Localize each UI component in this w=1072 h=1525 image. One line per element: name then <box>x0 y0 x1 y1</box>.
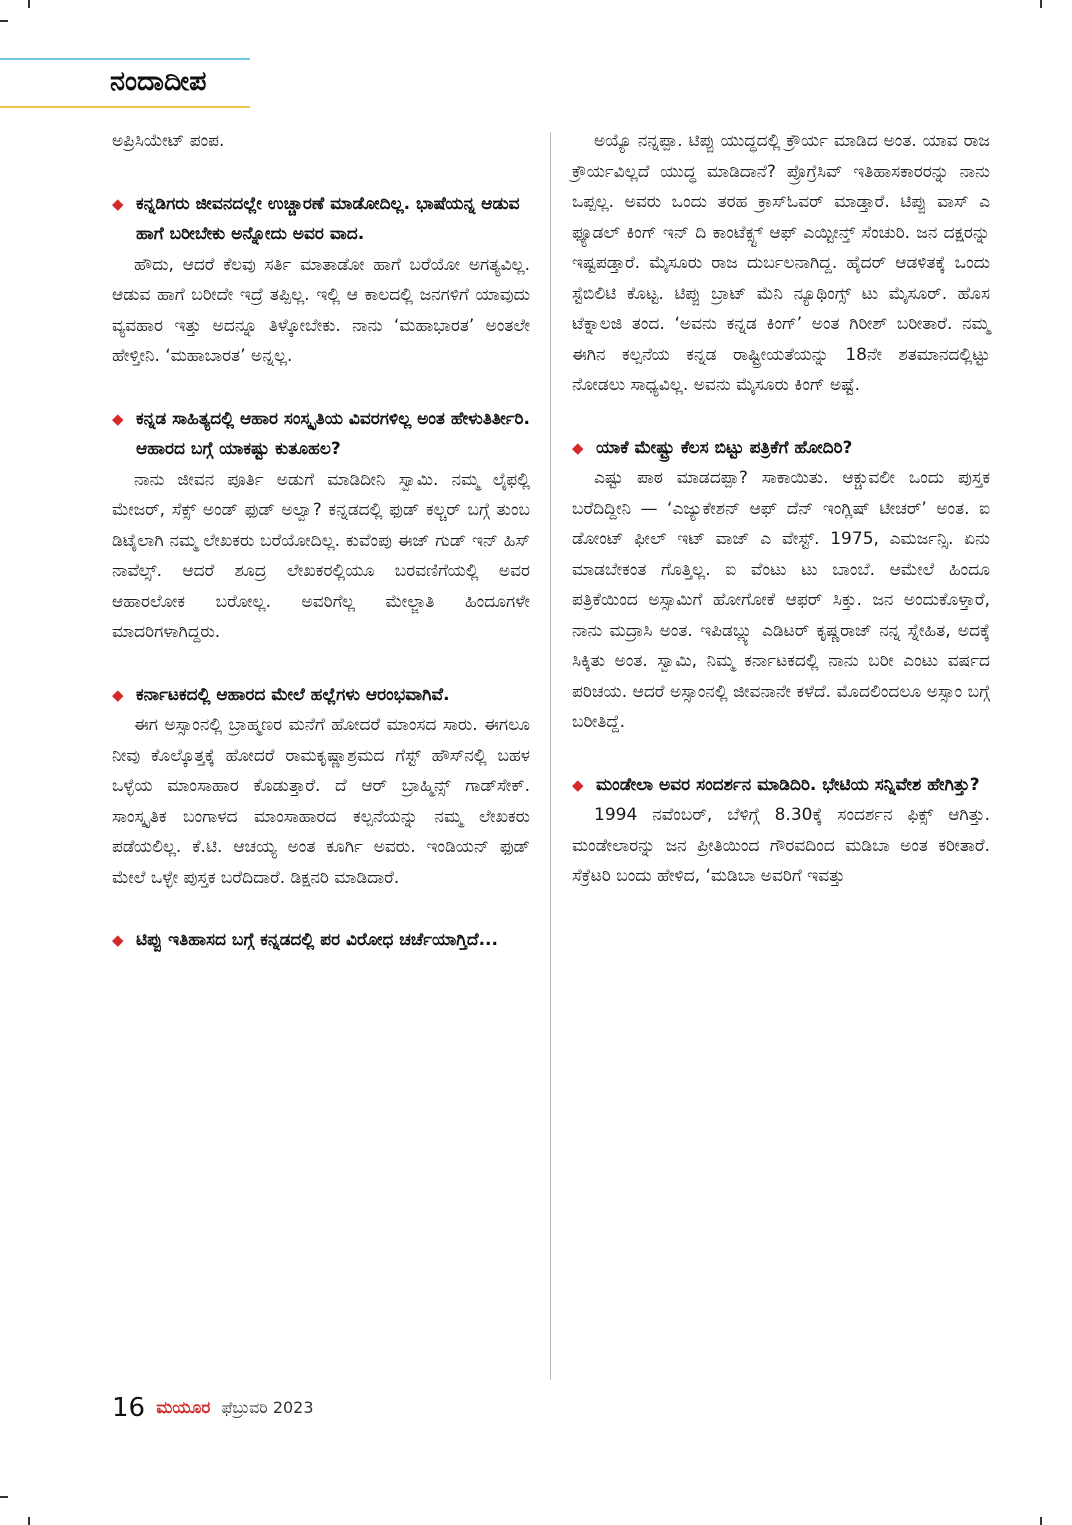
interview-question <box>112 680 530 711</box>
answer-paragraph: ಹೌದು, ಆದರೆ ಕೆಲವು ಸರ್ತಿ ಮಾತಾಡೋ ಹಾಗೆ ಬರೆಯೋ ಅಗತ್ಯವಿಲ್ಲ. ಆಡುವ ಹಾಗೆ ಬರೀದೇ ಇದ್ರೆ ತಪ್ಪಿಲ್ಲ. ಇಲ್ಲಿ ಆ ಕಾಲದಲ್ಲಿ ಜನಗಳಿಗೆ ಯಾವುದು ವ್ಯವಹಾರ ಇತ್ತು ಅದನ್ನೂ ತಿಳ್ಕೋಬೇಕು. ನಾನು ‘ಮಹಾಭಾರತ’ ಅಂತಲೇ ಹೇಳ್ತೀನಿ. ‘ಮಹಾಬಾರತ’ ಅನ್ನಲ್ಲ. <box>112 254 530 366</box>
interview-question <box>572 770 990 801</box>
answer-paragraph: ಅಯ್ಯೊ ನನ್ನಪ್ಪಾ. ಟಿಪ್ಪು ಯುದ್ಧದಲ್ಲಿ ಕ್ರೌರ್ಯ ಮಾಡಿದ ಅಂತ. ಯಾವ ರಾಜ ಕ್ರೌರ್ಯವಿಲ್ಲದೆ ಯುದ್ಧ ಮಾಡಿದಾನೆ? ಪ್ರೊಗ್ರೆಸಿವ್ ಇತಿಹಾಸಕಾರರನ್ನು ನಾನು ಒಪ್ಪಲ್ಲ. ಅವರು ಒಂದು ತರಹ ಕ್ರಾಸ್‌ಓವರ್ ಮಾಡ್ತಾರೆ. ಟಿಪ್ಪು ವಾಸ್ ಎ ಫ್ಯೂಡಲ್ ಕಿಂಗ್ ಇನ್ ದಿ ಕಾಂಟೆಕ್ಸ್ಟ್ ಆಫ್ ಎಯ್ಟೀನ್ತ್ ಸೆಂಚುರಿ. ಜನ ದಕ್ಷರನ್ನು ಇಷ್ಟಪಡ್ತಾರೆ. ಮೈಸೂರು ರಾಜ ದುರ್ಬಲನಾಗಿದ್ದ. ಹೈದರ್ ಆಡಳಿತಕ್ಕೆ ಒಂದು ಸ್ಟೆಬಿಲಿಟಿ ಕೊಟ್ಟ. ಟಿಪ್ಪು ಬ್ರಾಟ್ ಮೆನಿ ನ್ಯೂಥಿಂಗ್ಸ್ ಟು ಮೈಸೂರ್. ಹೊಸ ಟೆಕ್ನಾಲಜಿ ತಂದ. ‘ಅವನು ಕನ್ನಡ ಕಿಂಗ್’ ಅಂತ ಗಿರೀಶ್ ಬರೀತಾರೆ. ನಮ್ಮ ಈಗಿನ ಕಲ್ಪನೆಯ ಕನ್ನಡ ರಾಷ್ಟ್ರೀಯತೆಯನ್ನು 18ನೇ ಶತಮಾನದಲ್ಲಿಟ್ಟು ನೋಡಲು ಸಾಧ್ಯವಿಲ್ಲ. ಅವನು ಮೈಸೂರು ಕಿಂಗ್ ಅಷ್ಟೆ. <box>572 131 990 395</box>
crop-mark <box>28 1517 30 1525</box>
diamond-bullet-icon: ◆ <box>572 775 584 794</box>
interview-question <box>112 189 530 250</box>
question-text: ಯಾಕೆ ಮೇಷ್ಟ್ರು ಕೆಲಸ ಬಿಟ್ಟು ಪತ್ರಿಕೆಗೆ ಹೋದಿರಿ? <box>596 437 853 458</box>
diamond-bullet-icon: ◆ <box>112 409 124 428</box>
interview-question <box>112 404 530 465</box>
crop-mark <box>0 1496 8 1498</box>
page-number: 16 <box>112 1393 146 1423</box>
question-text: ಮಂಡೇಲಾ ಅವರ ಸಂದರ್ಶನ ಮಾಡಿದಿರಿ. ಭೇಟಿಯ ಸನ್ನಿವೇಶ ಹೇಗಿತ್ತು? <box>596 774 980 795</box>
header-rule-bottom <box>0 106 250 108</box>
issue-date: ಫೆಬ್ರುವರಿ 2023 <box>221 1398 314 1417</box>
diamond-bullet-icon: ◆ <box>112 931 124 949</box>
section-title: ನಂದಾದೀಪ <box>110 66 207 97</box>
interview-question <box>112 925 530 956</box>
answer-paragraph: ನಾನು ಜೀವನ ಪೂರ್ತಿ ಅಡುಗೆ ಮಾಡಿದೀನಿ ಸ್ವಾಮಿ. ನಮ್ಮ ಲೈಫಲ್ಲಿ ಮೇಜರ್, ಸೆಕ್ಸ್ ಅಂಡ್ ಫುಡ್ ಅಲ್ವಾ? ಕನ್ನಡದಲ್ಲಿ ಫುಡ್ ಕಲ್ಚರ್ ಬಗ್ಗೆ ತುಂಬ ಡಿಟೈಲಾಗಿ ನಮ್ಮ ಲೇಖಕರು ಬರೆಯೋದಿಲ್ಲ. ಕುವೆಂಪು ಈಜ್ ಗುಡ್ ಇನ್ ಹಿಸ್ ನಾವೆಲ್ಸ್. ಆದರೆ ಶೂದ್ರ ಲೇಖಕರಲ್ಲಿಯೂ ಬರವಣಿಗೆಯಲ್ಲಿ ಅವರ ಆಹಾರಲೋಕ ಬರೋಲ್ಲ. ಅವರಿಗೆಲ್ಲ ಮೇಲ್ಜಾತಿ ಹಿಂದೂಗಳೇ ಮಾದರಿಗಳಾಗಿದ್ದರು. <box>112 469 530 642</box>
left-column <box>112 126 530 956</box>
magazine-name: ಮಯೂರ <box>156 1398 211 1418</box>
page-footer <box>112 1393 314 1423</box>
question-text: ಕರ್ನಾಟಕದಲ್ಲಿ ಆಹಾರದ ಮೇಲೆ ಹಲ್ಲೆಗಳು ಆರಂಭವಾಗಿವೆ. <box>136 684 450 705</box>
diamond-bullet-icon: ◆ <box>572 438 584 457</box>
answer-paragraph: ಅಪ್ರಿಸಿಯೇಟ್ ಪಂಪ. <box>112 131 225 151</box>
diamond-bullet-icon: ◆ <box>112 194 124 213</box>
question-text: ಟಿಪ್ಪು ಇತಿಹಾಸದ ಬಗ್ಗೆ ಕನ್ನಡದಲ್ಲಿ ಪರ ವಿರೋಧ ಚರ್ಚೆಯಾಗ್ತಿದೆ... <box>136 930 498 950</box>
right-column <box>572 126 990 892</box>
section-header <box>0 58 250 110</box>
interview-question <box>572 433 990 464</box>
answer-paragraph: ಈಗ ಅಸ್ಸಾಂನಲ್ಲಿ ಬ್ರಾಹ್ಮಣರ ಮನೆಗೆ ಹೋದರೆ ಮಾಂಸದ ಸಾರು. ಈಗಲೂ ನೀವು ಕೊಲ್ಕೊತ್ತಕ್ಕೆ ಹೋದರೆ ರಾಮಕೃಷ್ಣಾಶ್ರಮದ ಗೆಸ್ಟ್ ಹೌಸ್‌ನಲ್ಲಿ ಬಹಳ ಒಳ್ಳೆಯ ಮಾಂಸಾಹಾರ ಕೊಡುತ್ತಾರೆ. ದೆ ಆರ್ ಬ್ರಾಹ್ಮಿನ್ಸ್ ಗಾಡ್‌ಸೇಕ್. ಸಾಂಸ್ಕೃತಿಕ ಬಂಗಾಳದ ಮಾಂಸಾಹಾರದ ಕಲ್ಪನೆಯನ್ನು ನಮ್ಮ ಲೇಖಕರು ಪಡೆಯಲಿಲ್ಲ. ಕೆ.ಟಿ. ಆಚಯ್ಯ ಅಂತ ಕೂರ್ಗಿ ಅವರು. ಇಂಡಿಯನ್ ಫುಡ್ ಮೇಲೆ ಒಳ್ಳೇ ಪುಸ್ತಕ ಬರೆದಿದಾರೆ. ಡಿಕ್ಷನರಿ ಮಾಡಿದಾರೆ. <box>112 715 530 888</box>
column-divider <box>550 132 551 1380</box>
question-text: ಕನ್ನಡಿಗರು ಜೀವನದಲ್ಲೇ ಉಚ್ಚಾರಣೆ ಮಾಡೋದಿಲ್ಲ. ಭಾಷೆಯನ್ನ ಆಡುವ ಹಾಗೆ ಬರೀಬೇಕು ಅನ್ನೋದು ಅವರ ವಾದ. <box>136 193 520 244</box>
answer-paragraph: 1994 ನವೆಂಬರ್, ಬೆಳಿಗ್ಗೆ 8.30ಕ್ಕೆ ಸಂದರ್ಶನ ಫಿಕ್ಸ್ ಆಗಿತ್ತು. ಮಂಡೇಲಾರನ್ನು ಜನ ಪ್ರೀತಿಯಿಂದ ಗೌರವದಿಂದ ಮಡಿಬಾ ಅಂತ ಕರೀತಾರೆ. ಸೆಕ್ರೆಟರಿ ಬಂದು ಹೇಳಿದ, ‘ಮಡಿಬಾ ಅವರಿಗೆ ಇವತ್ತು <box>572 805 990 886</box>
diamond-bullet-icon: ◆ <box>112 685 124 704</box>
crop-mark <box>28 0 30 8</box>
header-rule-top <box>0 58 250 60</box>
answer-paragraph: ಎಷ್ಟು ಪಾಠ ಮಾಡದಪ್ಪಾ? ಸಾಕಾಯಿತು. ಆಕ್ಚುವಲೀ ಒಂದು ಪುಸ್ತಕ ಬರೆದಿದ್ದೀನಿ — ‘ಎಜ್ಯುಕೇಶನ್ ಆಫ್ ದೆನ್ ಇಂಗ್ಲಿಷ್ ಟೀಚರ್’ ಅಂತ. ಐ ಡೋಂಟ್ ಫೀಲ್ ಇಟ್ ವಾಜ್ ಎ ವೇಸ್ಟ್. 1975, ಎಮರ್ಜನ್ಸಿ. ಏನು ಮಾಡಬೇಕಂತ ಗೊತ್ತಿಲ್ಲ. ಐ ವೆಂಟು ಟು ಬಾಂಬೆ. ಆಮೇಲೆ ಹಿಂದೂ ಪತ್ರಿಕೆಯಿಂದ ಅಸ್ಸಾಮಿಗೆ ಹೋಗೋಕೆ ಆಫರ್ ಸಿಕ್ತು. ಜನ ಅಂದುಕೊಳ್ತಾರೆ, ನಾನು ಮದ್ರಾಸಿ ಅಂತ. ಇಪಿಡಬ್ಲ್ಯು ಎಡಿಟರ್ ಕೃಷ್ಣರಾಜ್ ನನ್ನ ಸ್ನೇಹಿತ, ಅದಕ್ಕೆ ಸಿಕ್ಕಿತು ಅಂತ. ಸ್ವಾಮಿ, ನಿಮ್ಮ ಕರ್ನಾಟಕದಲ್ಲಿ ನಾನು ಬರೀ ಎಂಟು ವರ್ಷದ ಪರಿಚಯ. ಆದರೆ ಅಸ್ಸಾಂನಲ್ಲಿ ಜೀವನಾನೇ ಕಳೆದೆ. ಮೊದಲಿಂದಲೂ ಅಸ್ಸಾಂ ಬಗ್ಗೆ ಬರೀತಿದ್ದೆ. <box>572 468 990 732</box>
crop-mark <box>1040 1517 1042 1525</box>
crop-mark <box>0 20 8 22</box>
question-text: ಕನ್ನಡ ಸಾಹಿತ್ಯದಲ್ಲಿ ಆಹಾರ ಸಂಸ್ಕೃತಿಯ ವಿವರಗಳಿಲ್ಲ ಅಂತ ಹೇಳುತಿರ್ತೀರಿ. ಆಹಾರದ ಬಗ್ಗೆ ಯಾಕಷ್ಟು ಕುತೂಹಲ? <box>136 408 530 459</box>
crop-mark <box>1040 0 1042 8</box>
